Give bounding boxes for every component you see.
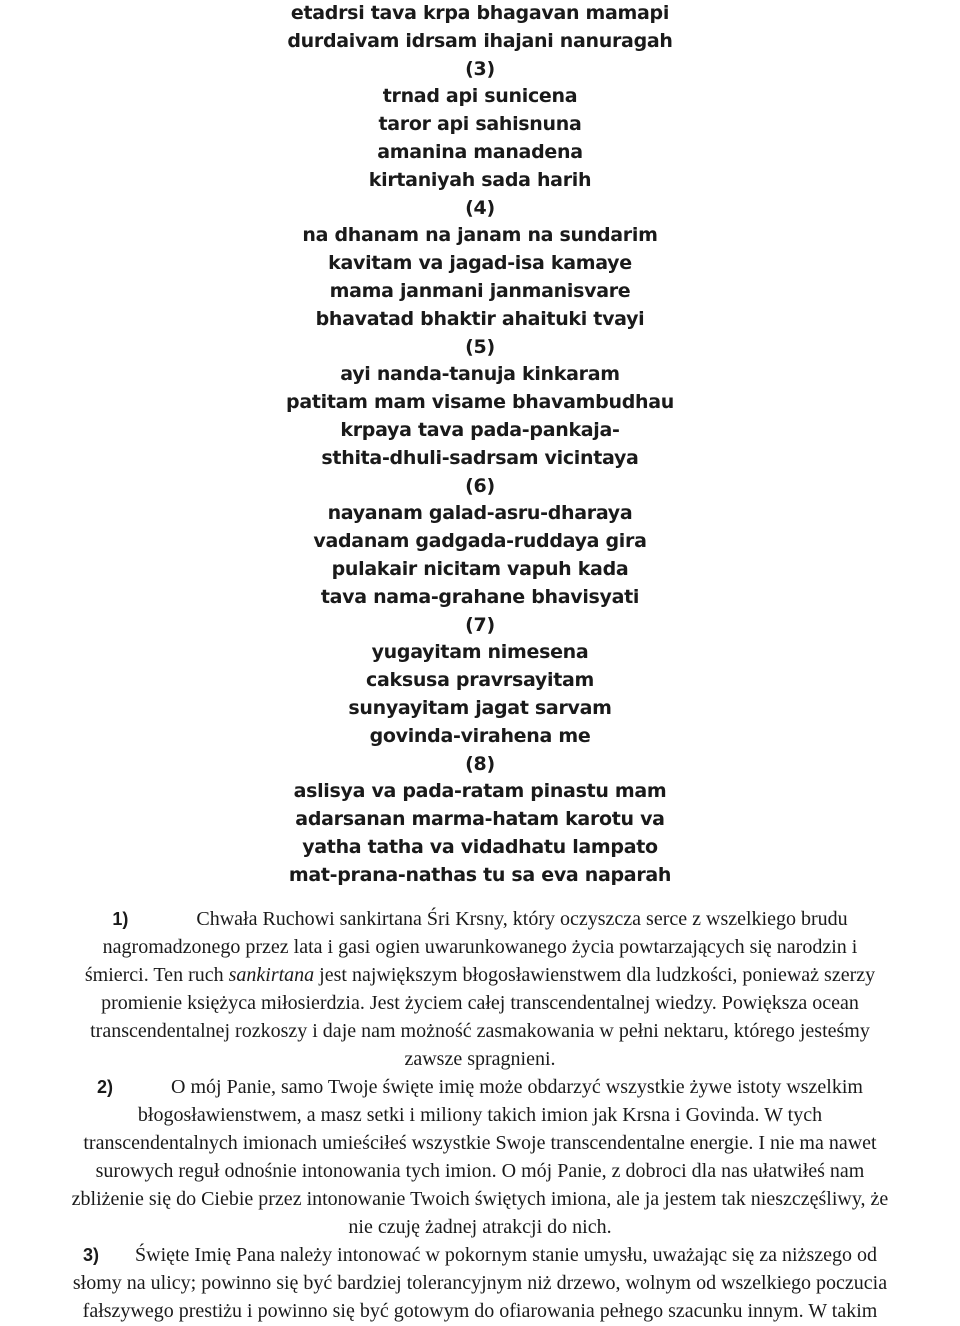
verse-line: patitam mam visame bhavambudhau xyxy=(286,391,674,414)
verse-line: etadrsi tava krpa bhagavan mamapi xyxy=(290,2,670,24)
verse-number: (3) xyxy=(465,57,495,80)
paragraph-line xyxy=(0,905,960,933)
paragraph-line: nie czuję żadnej atrakcji do nich. xyxy=(348,1216,612,1238)
verse-line: mama janmani janmanisvare xyxy=(329,279,631,302)
paragraph-line: transcendentalnych imionach umieściłeś wszystkie Swoje transcendentalne energie. I nie ma nawet xyxy=(83,1132,877,1154)
verse-line: pulakair nicitam vapuh kada xyxy=(331,557,629,580)
verse-line: govinda-virahena me xyxy=(369,724,591,747)
paragraph-line: promienie księżyca miłosierdzia. Jest życiem całej transcendentalnej wiedzy. Powiększa ocean xyxy=(101,992,859,1014)
paragraph-line xyxy=(0,1073,960,1101)
translation-section xyxy=(0,905,960,1325)
verse-line: durdaivam idrsam ihajani nanuragah xyxy=(287,29,673,52)
verse-line: na dhanam na janam na sundarim xyxy=(302,224,658,247)
paragraph-line: zawsze spragnieni. xyxy=(404,1048,556,1070)
paragraph-text: O mój Panie, samo Twoje święte imię może obdarzyć wszystkie żywe istoty wszelkim xyxy=(171,1076,863,1098)
verse-line: ayi nanda-tanuja kinkaram xyxy=(340,363,620,386)
translation-paragraph-3 xyxy=(0,1241,960,1325)
paragraph-text: Święte Imię Pana należy intonować w pokornym stanie umysłu, uważając się za niższego od xyxy=(135,1244,877,1266)
verse-line: taror api sahisnuna xyxy=(378,113,582,136)
translation-paragraph-2 xyxy=(0,1073,960,1241)
verse-number: (8) xyxy=(465,752,495,775)
verse-line: tava nama-grahane bhavisyati xyxy=(320,585,640,608)
paragraph-line xyxy=(0,961,960,989)
paragraph-text: jest największym błogosławienstwem dla ludzkości, ponieważ szerzy xyxy=(314,964,876,986)
verse-line: yugayitam nimesena xyxy=(371,641,589,664)
translation-paragraph-1 xyxy=(0,905,960,1073)
verse-line: amanina manadena xyxy=(377,140,583,163)
verse-line: caksusa pravrsayitam xyxy=(366,669,594,692)
paragraph-number: 3) xyxy=(82,1245,99,1265)
verse-number: (6) xyxy=(465,474,495,497)
verse-line: adarsanan marma-hatam karotu va xyxy=(295,808,665,831)
verse-line: nayanam galad-asru-dharaya xyxy=(327,502,633,525)
verse-line: bhavatad bhaktir ahaituki tvayi xyxy=(315,307,645,330)
verse-line: krpaya tava pada-pankaja- xyxy=(340,418,620,441)
paragraph-line: surowych reguł odnośnie intonowania tych imion. O mój Panie, z dobroci dla nas ułatwiłeś nam xyxy=(95,1160,865,1182)
verse-line: aslisya va pada-ratam pinastu mam xyxy=(293,780,667,803)
paragraph-line: słomy na ulicy; powinno się być bardziej tolerancyjnym niż drzewo, wolnym od wszelkiego poczucia xyxy=(72,1272,888,1294)
verse-line: trnad api sunicena xyxy=(382,85,578,108)
verse-line: sunyayitam jagat sarvam xyxy=(348,696,612,719)
verse-number: (4) xyxy=(465,196,495,219)
verse-line: sthita-dhuli-sadrsam vicintaya xyxy=(321,446,639,469)
italic-term: sankirtana xyxy=(228,964,315,986)
paragraph-line: błogosławienstwem, a masz setki i miliony takich imion jak Krsna i Govinda. W tych xyxy=(137,1104,823,1126)
verse-line: mat-prana-nathas tu sa eva naparah xyxy=(288,863,672,886)
paragraph-line xyxy=(0,1241,960,1269)
verse-line: yatha tatha va vidadhatu lampato xyxy=(302,835,658,858)
paragraph-text: Chwała Ruchowi sankirtana Śri Krsny, który oczyszcza serce z wszelkiego brudu xyxy=(196,908,848,930)
paragraph-number: 1) xyxy=(112,909,129,929)
paragraph-number: 2) xyxy=(97,1077,114,1097)
verse-line: vadanam gadgada-ruddaya gira xyxy=(313,530,647,553)
paragraph-text: śmierci. Ten ruch xyxy=(84,964,229,986)
verse-number: (5) xyxy=(465,335,495,358)
paragraph-line: fałszywego prestiżu i powinno się być gotowym do ofiarowania pełnego szacunku innym. W takim xyxy=(82,1300,878,1322)
paragraph-line: transcendentalnej rozkoszy i daje nam możność zasmakowania w pełni nektaru, którego jesteśmy xyxy=(90,1020,870,1042)
paragraph-line: zbliżenie się do Ciebie przez intonowanie Twoich świętych imiona, ale ja jestem tak nieszczęśliwy, że xyxy=(71,1188,889,1210)
verse-number: (7) xyxy=(465,613,495,636)
verse-line: kirtaniyah sada harih xyxy=(368,168,592,191)
paragraph-line: nagromadzonego przez lata i gasi ogien uwarunkowanego życia powtarzających się narodzin i xyxy=(102,936,858,958)
verse-line: kavitam va jagad-isa kamaye xyxy=(328,252,632,275)
